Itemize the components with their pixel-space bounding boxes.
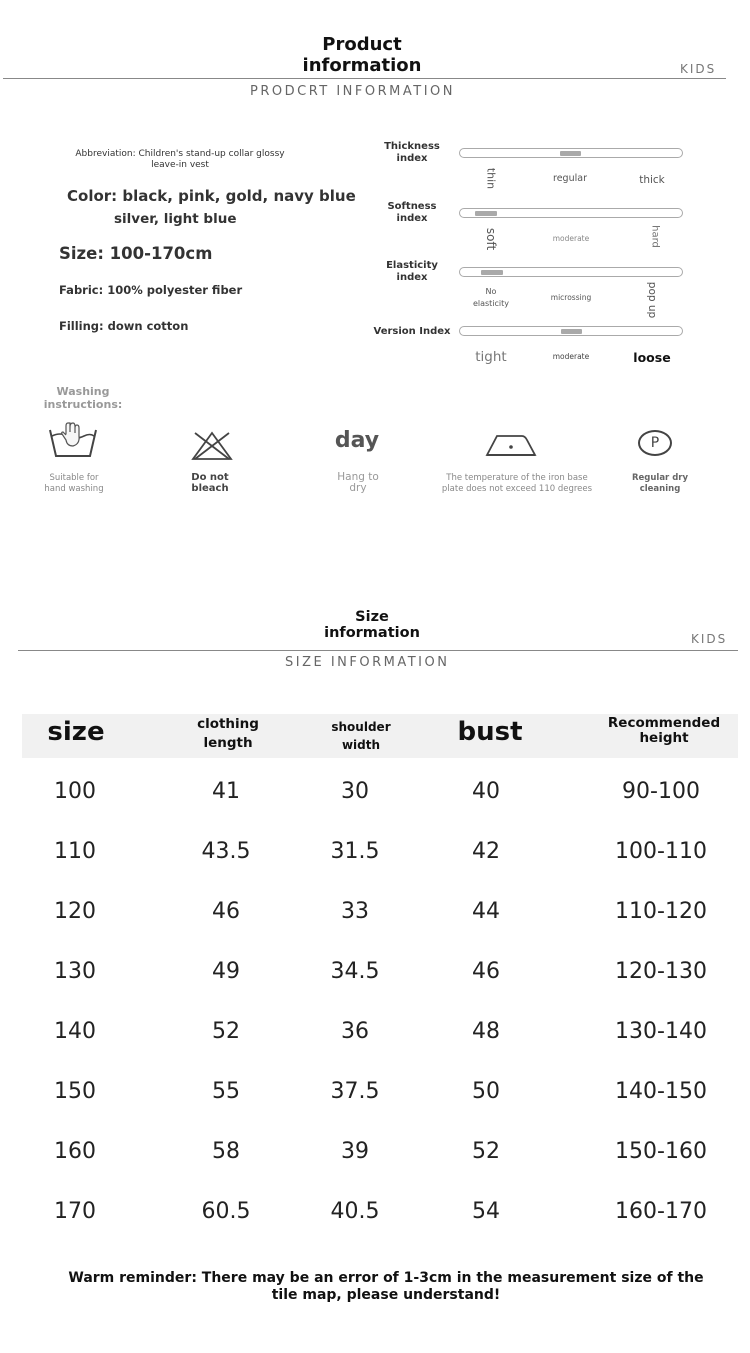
hang-dry-caption: Hang to dry (337, 471, 379, 494)
thickness-option-thin: thin (484, 167, 498, 190)
cell-bust: 54 (472, 1199, 500, 1224)
cell-recommended-height: 160-170 (615, 1199, 707, 1224)
cell-shoulder-width: 39 (341, 1139, 369, 1164)
thickness-index-marker (560, 151, 581, 156)
cell-recommended-height: 120-130 (615, 959, 707, 984)
elasticity-option-none: No elasticity (472, 287, 510, 308)
color-line: Color: black, pink, gold, navy blue (67, 187, 356, 205)
cell-bust: 52 (472, 1139, 500, 1164)
softness-option-moderate: moderate (552, 234, 590, 243)
warm-reminder: Warm reminder: There may be an error of 1-3cm in the measurement size of the tile map, please understand! (68, 1270, 704, 1303)
cell-size: 130 (54, 959, 96, 984)
cell-shoulder-width: 37.5 (330, 1079, 380, 1104)
cell-recommended-height: 110-120 (615, 899, 707, 924)
version-option-loose: loose (633, 350, 671, 365)
iron-icon (484, 430, 538, 458)
cell-bust: 44 (472, 899, 500, 924)
dry-clean-icon (638, 430, 672, 456)
size-subtitle: SIZE INFORMATION (285, 655, 450, 670)
col-shoulder-header: shoulder width (331, 720, 391, 752)
no-bleach-icon (189, 429, 235, 461)
cell-clothing-length: 46 (212, 899, 240, 924)
size-range: Size: 100-170cm (59, 244, 213, 263)
cell-clothing-length: 55 (212, 1079, 240, 1104)
abbreviation: Abbreviation: Children's stand-up collar glossy leave-in vest (75, 149, 285, 170)
cell-size: 160 (54, 1139, 96, 1164)
col-bust-header: bust (457, 717, 523, 747)
cell-size: 100 (54, 779, 96, 804)
hang-dry-icon: day (334, 428, 380, 453)
cell-recommended-height: 150-160 (615, 1139, 707, 1164)
elasticity-index-label: Elasticity index (386, 260, 438, 283)
filling: Filling: down cotton (59, 319, 189, 333)
cell-bust: 46 (472, 959, 500, 984)
cell-shoulder-width: 40.5 (330, 1199, 380, 1224)
hand-wash-icon (46, 422, 100, 460)
softness-index-bar (459, 208, 683, 218)
cell-shoulder-width: 30 (341, 779, 369, 804)
cell-clothing-length: 41 (212, 779, 240, 804)
cell-clothing-length: 43.5 (201, 839, 251, 864)
cell-bust: 42 (472, 839, 500, 864)
size-kids-label: KIDS (691, 632, 728, 646)
cell-bust: 40 (472, 779, 500, 804)
elasticity-option-pop-up: pop up (646, 281, 658, 319)
version-option-moderate: moderate (552, 352, 590, 361)
cell-recommended-height: 100-110 (615, 839, 707, 864)
thickness-index-label: Thickness index (384, 141, 440, 164)
cell-size: 110 (54, 839, 96, 864)
elasticity-option-microssing: microssing (550, 293, 592, 302)
product-subtitle: PRODCRT INFORMATION (250, 84, 455, 99)
cell-clothing-length: 60.5 (201, 1199, 251, 1224)
softness-index-marker (475, 211, 497, 216)
fabric: Fabric: 100% polyester fiber (59, 283, 243, 297)
cell-recommended-height: 90-100 (622, 779, 700, 804)
cell-clothing-length: 49 (212, 959, 240, 984)
cell-bust: 50 (472, 1079, 500, 1104)
cell-shoulder-width: 36 (341, 1019, 369, 1044)
version-index-marker (561, 329, 582, 334)
cell-recommended-height: 130-140 (615, 1019, 707, 1044)
cell-recommended-height: 140-150 (615, 1079, 707, 1104)
cell-clothing-length: 52 (212, 1019, 240, 1044)
softness-option-soft: soft (484, 227, 498, 251)
no-bleach-caption: Do not bleach (191, 472, 229, 494)
version-index-bar (459, 326, 683, 336)
size-header-divider (18, 650, 738, 651)
softness-option-hard: hard (649, 225, 661, 248)
version-option-tight: tight (475, 349, 507, 365)
version-index-label: Version Index (373, 326, 451, 337)
washing-title: Washing instructions: (43, 385, 123, 411)
iron-caption: The temperature of the iron base plate does not exceed 110 degrees (441, 473, 593, 494)
cell-size: 140 (54, 1019, 96, 1044)
kids-label: KIDS (680, 62, 717, 76)
softness-index-label: Softness index (387, 201, 437, 224)
cell-size: 120 (54, 899, 96, 924)
cell-shoulder-width: 34.5 (330, 959, 380, 984)
thickness-index-bar (459, 148, 683, 158)
elasticity-index-marker (481, 270, 503, 275)
cell-size: 150 (54, 1079, 96, 1104)
header-divider (3, 78, 726, 79)
cell-shoulder-width: 31.5 (330, 839, 380, 864)
size-title: Size information (324, 609, 420, 641)
thickness-option-regular: regular (553, 173, 587, 184)
col-size-header: size (47, 717, 105, 747)
col-height-header: Recommended height (607, 715, 721, 746)
cell-clothing-length: 58 (212, 1139, 240, 1164)
product-title: Product information (302, 34, 422, 76)
hand-wash-caption: Suitable for hand washing (44, 473, 104, 494)
color-line-2: silver, light blue (114, 211, 237, 227)
dry-clean-letter: P (650, 435, 660, 451)
cell-bust: 48 (472, 1019, 500, 1044)
cell-shoulder-width: 33 (341, 899, 369, 924)
thickness-option-thick: thick (639, 174, 665, 186)
dry-clean-caption: Regular dry cleaning (631, 473, 689, 494)
col-length-header: clothing length (197, 716, 259, 751)
cell-size: 170 (54, 1199, 96, 1224)
